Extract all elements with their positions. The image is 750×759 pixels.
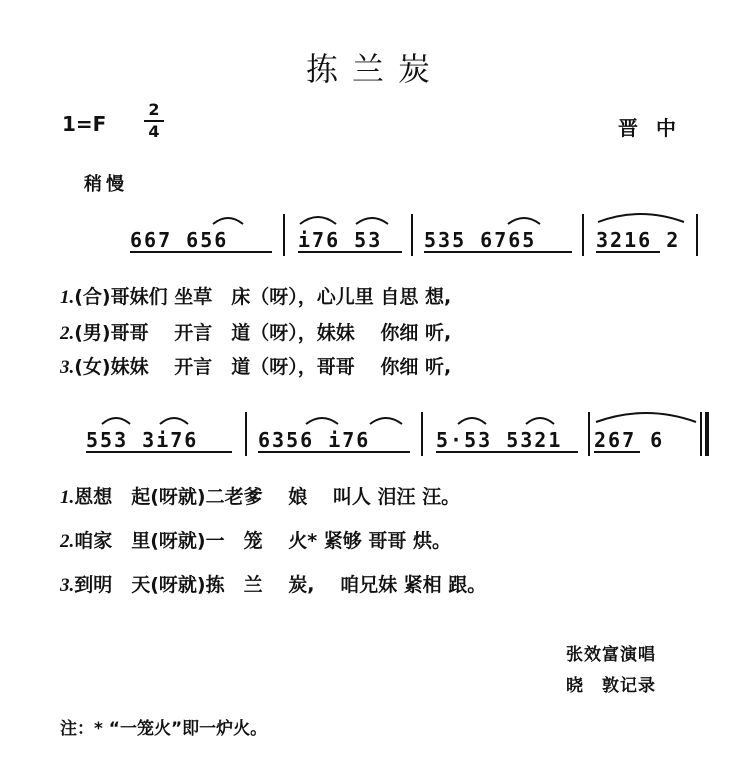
- verse-number: 2.: [60, 531, 75, 552]
- verse-number: 3.: [60, 575, 75, 596]
- slur: [356, 218, 388, 224]
- measure-1-2: i76 53: [298, 228, 383, 252]
- slur: [598, 214, 684, 222]
- lyric-text: 到明 天(呀就)拣 兰 炭, 咱兄妹 紧相 跟。: [74, 574, 487, 596]
- measure-1-3: 535 6765: [424, 228, 537, 252]
- key-signature: 1=F: [62, 112, 107, 136]
- time-signature-bottom: 4: [148, 122, 160, 141]
- slur: [370, 418, 402, 424]
- recorder-credit: 晓 敦记录: [566, 676, 656, 696]
- tempo-marking: 稍慢: [84, 174, 128, 195]
- region-label: 晋中: [618, 116, 694, 140]
- singer-credit: 张效富演唱: [566, 645, 656, 665]
- measure-2-1: 553 3i76: [86, 428, 199, 452]
- lyric-text: (合)哥妹们 坐草 床（呀），心儿里 自思 想,: [74, 286, 452, 308]
- slur: [458, 418, 486, 424]
- measure-2-4: 267 6: [594, 428, 665, 452]
- time-signature-top: 2: [148, 100, 160, 119]
- slur: [306, 418, 338, 424]
- footnote: 注：* “一笼火”即一炉火。: [60, 719, 268, 739]
- slur: [213, 218, 243, 224]
- verse-number: 1.: [60, 287, 75, 308]
- slur: [160, 418, 188, 424]
- measure-2-2: 6356 i76: [258, 428, 371, 452]
- verse-number: 2.: [60, 323, 75, 344]
- slur: [508, 218, 540, 224]
- verse-number: 3.: [60, 357, 75, 378]
- measure-1-4: 3216 2: [596, 228, 681, 252]
- measure-2-3: 5·53 5321: [436, 428, 563, 452]
- lyric-text: (女)妹妹 开言 道（呀），哥哥 你细 听,: [74, 356, 452, 378]
- page-title: 拣兰炭: [305, 50, 444, 88]
- lyric-text: (男)哥哥 开言 道（呀），妹妹 你细 听,: [74, 322, 452, 344]
- lyric-text: 咱家 里(呀就)一 笼 火* 紧够 哥哥 烘。: [74, 530, 452, 552]
- verse-number: 1.: [60, 487, 75, 508]
- slur: [102, 418, 130, 424]
- slur: [526, 418, 554, 424]
- slur: [300, 217, 336, 224]
- measure-1-1: 667 656: [130, 228, 229, 252]
- lyric-text: 恩想 起(呀就)二老爹 娘 叫人 泪汪 汪。: [74, 486, 461, 508]
- slur: [596, 413, 696, 422]
